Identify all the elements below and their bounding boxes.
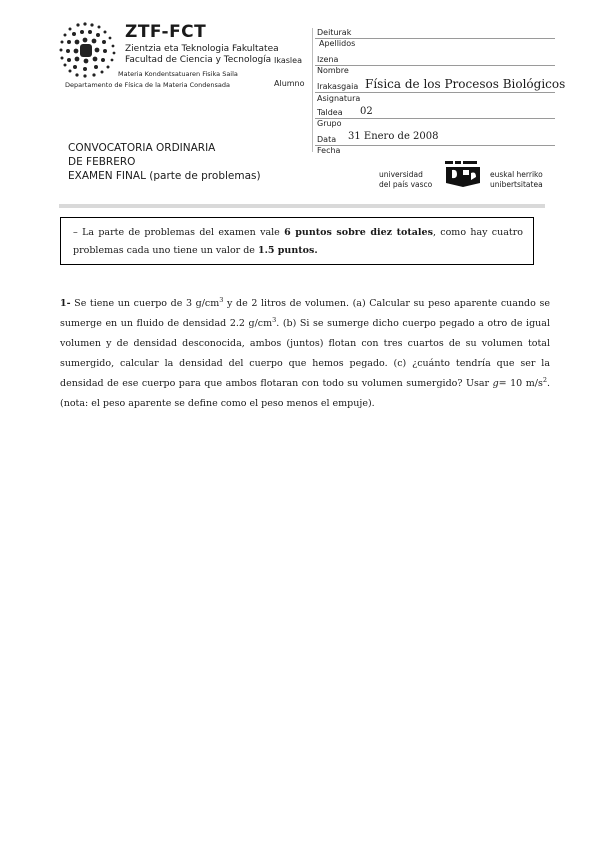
department-basque: Materia Kondentsatuaren Fisika Saila [118,70,238,78]
problem-number: 1- [60,298,71,309]
note-bold-value: 1.5 puntos. [257,245,318,256]
university-name-eu-line2: unibertsitatea [490,180,543,189]
header-divider [59,204,545,208]
note-text-part1: La parte de problemas del examen vale [82,227,285,238]
scoring-note-box [60,217,534,265]
problem-text-part2: y de 2 litros de volumen. (a) Calcular su peso aparente cuando se sumerge en un fluido de densidad 2.2 g/cm [60,298,550,329]
university-name-es-line2: del país vasco [379,180,433,189]
subject-label-basque: Irakasgaia [317,82,359,91]
group-label-basque: Taldea [317,108,343,117]
organization-line-spanish: Facultad de Ciencia y Tecnología [125,55,272,65]
problem-text-part3: . (b) Si se sumerge dicho cuerpo pegado a otro de igual volumen y de densidad desconocida, ambos (juntos) flotan con tres cuartos de su volumen total sumergido, calcular la densidad del cuerpo que hemos pegado. (c) ¿cuánto tendría que ser la densidad de ese cuerpo para que ambos flotaran con todo su volumen sumergido? Usar [60,318,550,389]
note-dash: – [73,227,78,238]
date-label-spanish: Fecha [317,146,341,155]
scoring-note-text [73,224,523,260]
department-spanish: Departamento de Física de la Materia Condensada [65,81,230,89]
university-name-eu-line1: euskal herriko [490,170,543,179]
surname-label-basque: Deiturak [317,28,352,37]
problem-1-text [60,294,550,414]
problem-text-part5: . (nota: el peso aparente se define como el peso menos el empuje). [60,378,550,409]
problem-exponent-3: 2 [542,375,547,384]
group-field[interactable] [315,118,555,119]
group-value[interactable]: 02 [360,106,373,117]
problem-text-part1: Se tiene un cuerpo de 3 g/cm [70,298,220,309]
exam-title-line2: DE FEBRERO [68,156,136,168]
problem-exponent-1: 3 [219,295,224,304]
student-label-spanish: Alumno [274,79,305,88]
form-divider [312,28,313,152]
name-label-spanish: Nombre [317,66,349,75]
date-value[interactable]: 31 Enero de 2008 [348,131,439,142]
group-label-spanish: Grupo [317,119,342,128]
exam-title-line3: EXAMEN FINAL (parte de problemas) [68,170,261,182]
date-label-basque: Data [317,135,337,144]
problem-exponent-2: 3 [272,315,277,324]
note-text-part2: , como hay cuatro problemas cada uno tiene un valor de [73,227,523,256]
subject-field[interactable] [315,92,555,93]
name-field[interactable] [315,65,555,66]
date-field[interactable] [315,145,555,146]
university-name-es-line1: universidad [379,170,423,179]
problem-text-part4: = 10 m/s [498,378,543,389]
surname-label-spanish: Apellidos [319,39,356,48]
note-bold-points: 6 puntos sobre diez totales [284,227,433,238]
exam-title-line1: CONVOCATORIA ORDINARIA [68,142,216,154]
faculty-logo-icon [58,20,116,80]
problem-gravity-symbol: g [492,378,499,389]
name-label-basque: Izena [317,55,339,64]
organization-line-basque: Zientzia eta Teknologia Fakultatea [125,44,279,54]
subject-label-spanish: Asignatura [317,94,361,103]
university-logo-icon [443,161,483,187]
subject-value[interactable]: Física de los Procesos Biológicos [365,77,566,91]
student-label-basque: Ikaslea [274,56,302,65]
organization-name: ZTF-FCT [125,22,207,42]
